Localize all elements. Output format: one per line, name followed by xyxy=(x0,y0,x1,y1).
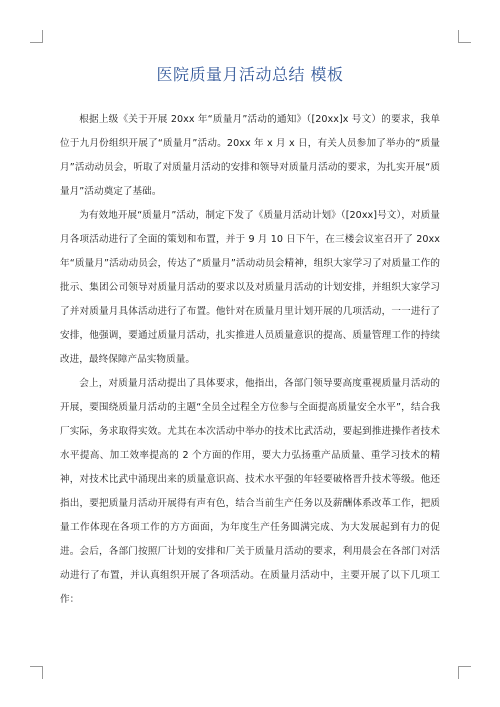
crop-mark-top-right xyxy=(458,30,471,43)
paragraph-3: 会上，对质量月活动提出了具体要求，他指出，各部门领导要高度重视质量月活动的开展，要围绕质量月活动的主题“全员全过程全方位参与全面提高质量安全水平”，结合我厂实际，务求取得实效。尤其在本次活动中举办的技术比武活动，要起到推进操作者技术水平提高、加工效率提高的 2 个方面的作用，要大力弘扬重产品质量、重学习技术的精神，对技术比武中涌现出来的质量意识高、技术水平强的年轻要破格晋升技术等级。他还指出，要把质量月活动开展得有声有色，结合当前生产任务以及薪酬体系改革工作，把质量工作体现在各项工作的方方面面，为年度生产任务圆满完成、为大发展起到有力的促进。会后，各部门按照厂计划的安排和厂关于质量月活动的要求，利用晨会在各部门对活动进行了布置，并认真组织开展了各项活动。在质量月活动中，主要开展了以下几项工作： xyxy=(60,378,440,605)
paragraph-2: 为有效地开展“质量月”活动，制定下发了《质量月活动计划》（[20xx]号文），对质量月各项活动进行了全面的策划和布置，并于 9 月 10 日下午，在三楼会议室召开了 20xx 年“质量月”活动动员会，传达了“质量月”活动动员会精神，组织大家学习了对质量工作的批示、集团公司领导对质量月活动的要求以及对质量月活动的计划安排，并组织大家学习了并对质量月具体活动进行了布置。他针对在质量月里计划开展的几项活动，一一进行了安排，他强调，要通过质量月活动，扎实推进人员质量意识的提高、质量管理工作的持续改进，最终保障产品实物质量。 xyxy=(60,210,440,365)
document-body xyxy=(60,108,440,612)
crop-mark-bottom-left xyxy=(30,666,43,679)
document-title: 医院质量月活动总结 模板 xyxy=(156,65,344,84)
crop-mark-top-left xyxy=(30,30,43,43)
crop-mark-bottom-right xyxy=(458,666,471,679)
paragraph-1: 根据上级《关于开展 20xx 年“质量月”活动的通知》（[20xx]x 号文）的要求，我单位于九月份组织开展了“质量月”活动。20xx 年 x 月 x 日，有关人员参加了举办的“质量月”活动动员会，听取了对质量月活动的安排和领导对质量月活动的要求，为扎实开展“质量月”活动奠定了基础。 xyxy=(60,114,440,197)
